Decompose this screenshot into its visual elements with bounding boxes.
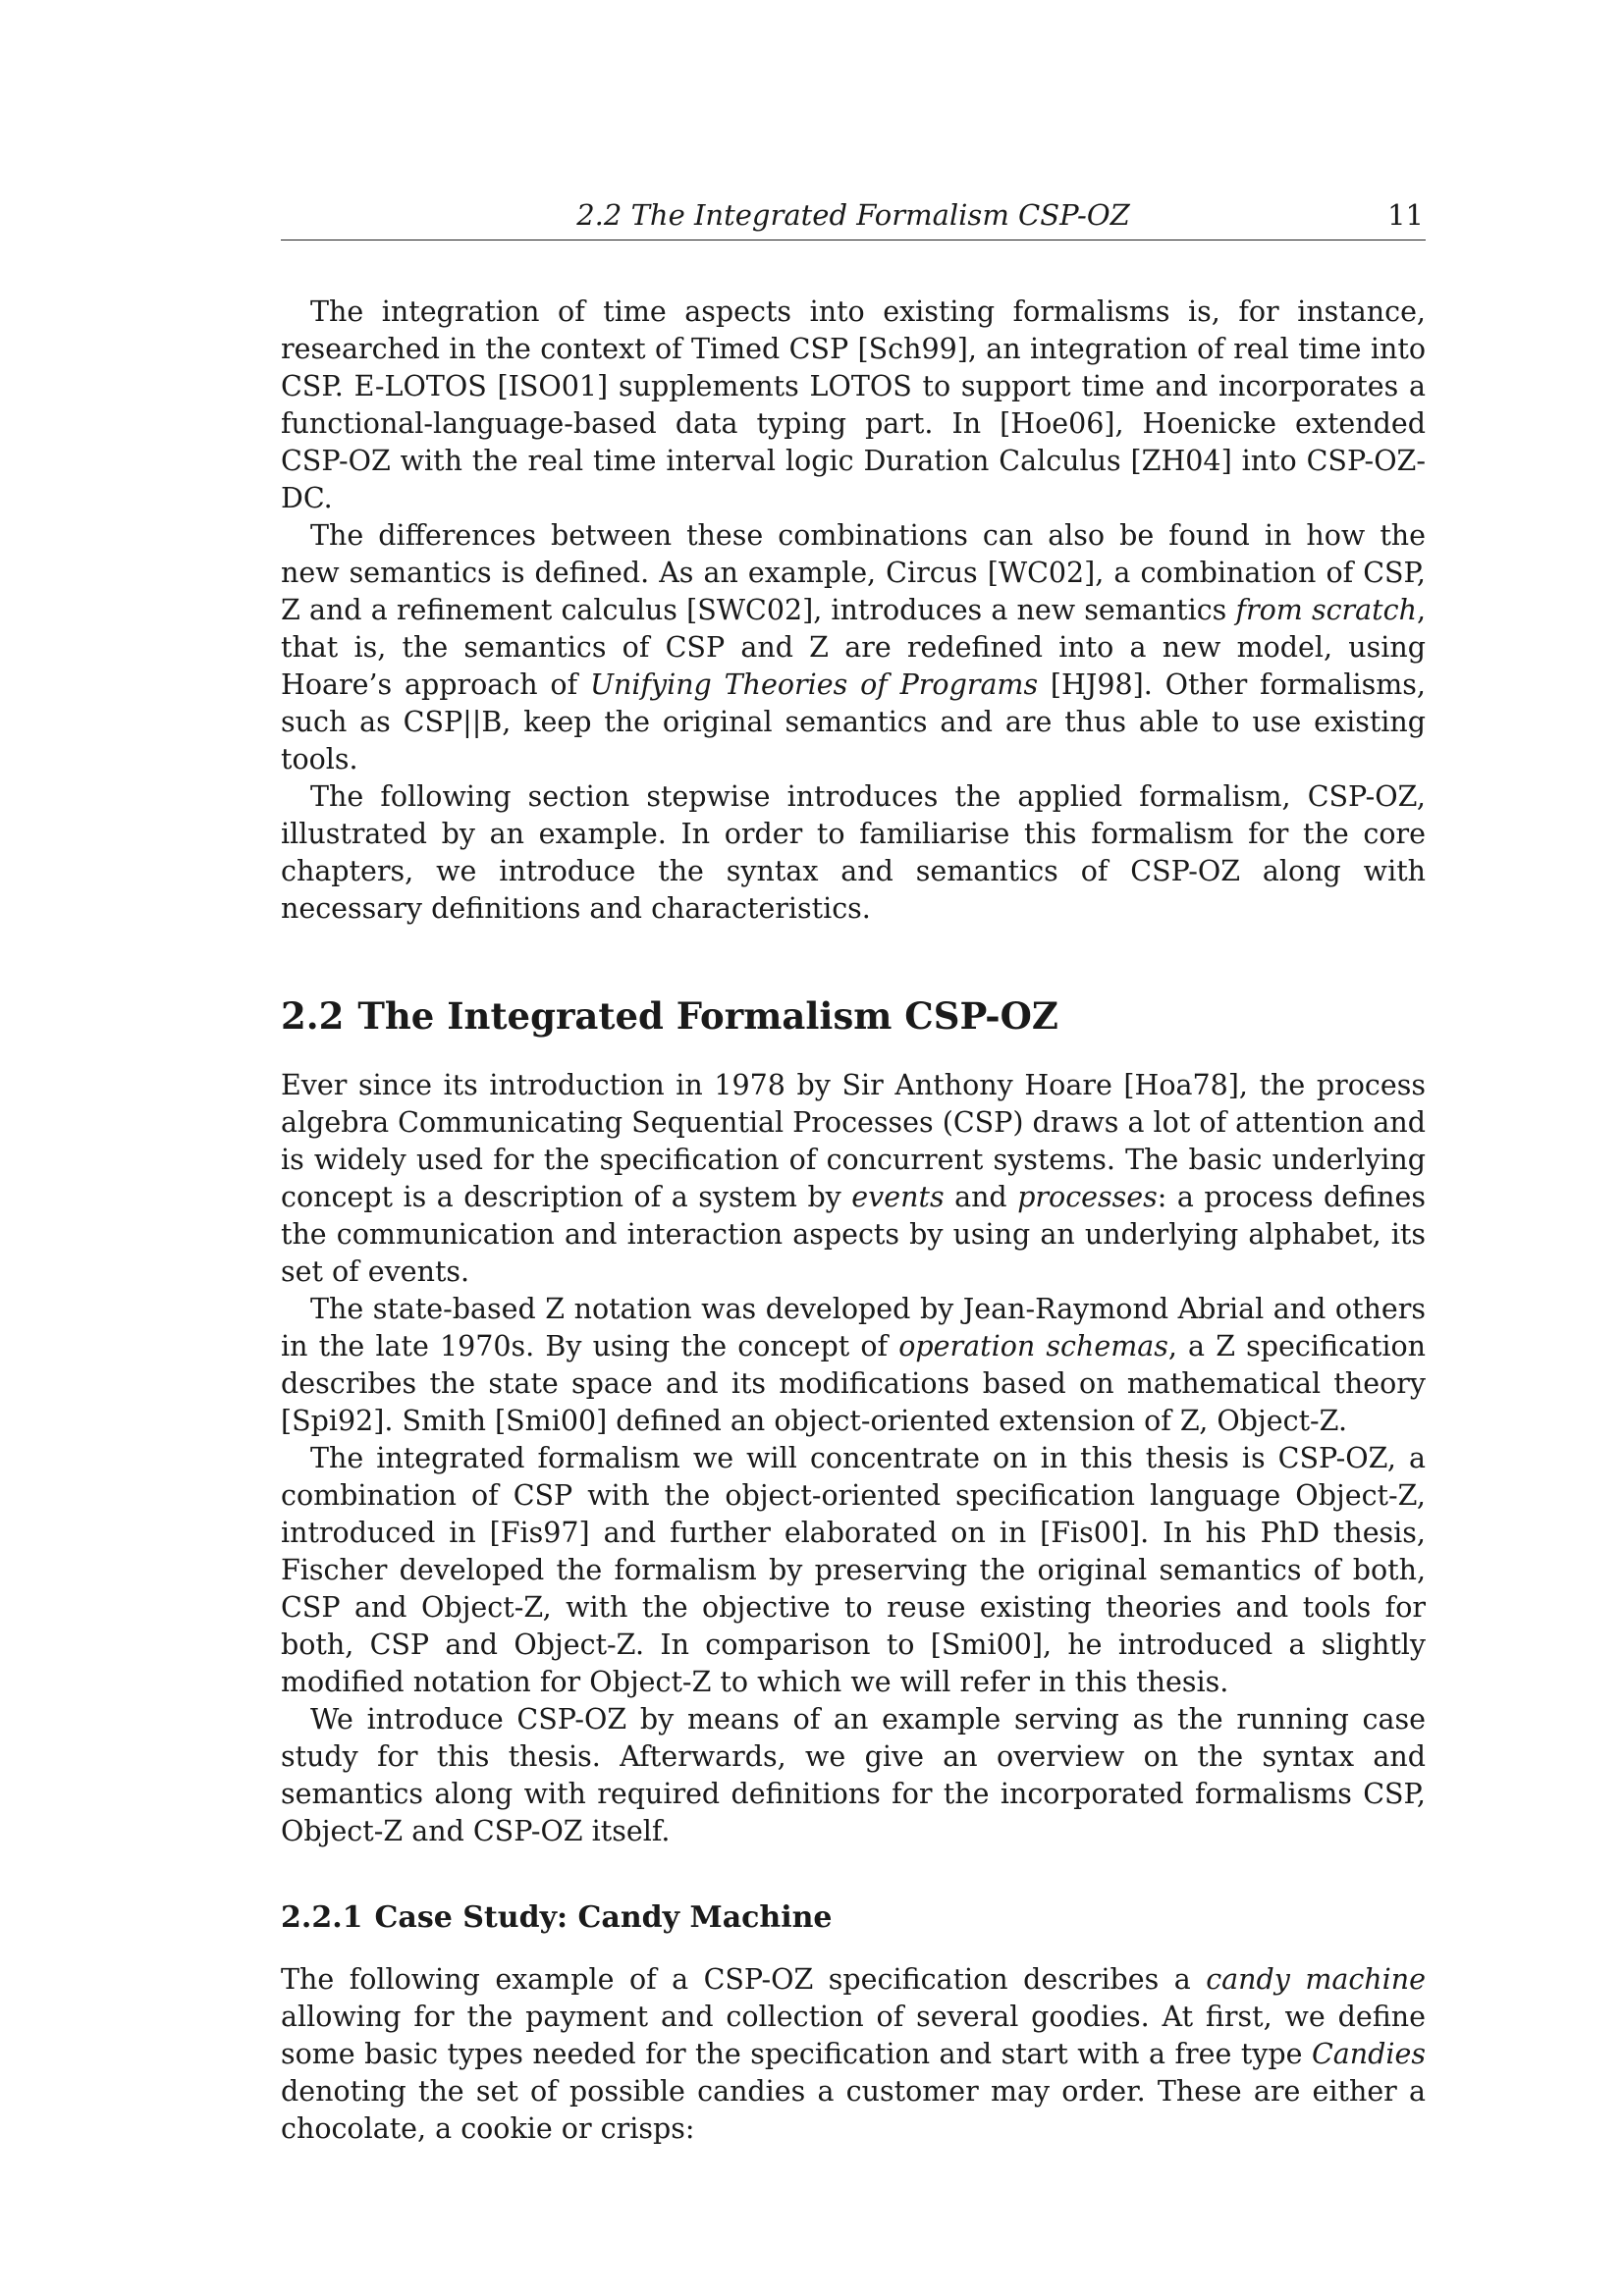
text-span: : a process defines the communication and interaction aspects by using an underlying alphabet, its set of events.: [281, 1181, 1426, 1288]
emphasis: Unifying Theories of Programs: [589, 668, 1039, 701]
emphasis: processes: [1017, 1181, 1158, 1213]
running-header: [281, 196, 1426, 240]
text-span: denoting the set of possible candies a customer may order. These are either a chocolate, a cookie or crisps:: [281, 2075, 1426, 2145]
intro-paragraph-1: The integration of time aspects into existing formalisms is, for instance, researched in the context of Timed CSP [Sch99], an integration of real time into CSP. E-LOTOS [ISO01] supplements LOTOS to support time and incorporates a functional-language-based data typing part. In [Hoe06], Hoenicke extended CSP-OZ with the real time interval logic Duration Calculus [ZH04] into CSP-OZ-DC.: [281, 295, 1426, 514]
section-paragraph-1: [281, 1067, 1426, 1291]
text-span: , a Z specification describes the state space and its modifications based on mathematical theory [Spi92]. Smith [Smi00] defined an object-oriented extension of Z, Object-Z.: [281, 1330, 1427, 1437]
text-span: [HJ98]. Other formalisms, such as CSP||B, keep the original semantics and are thus able to use existing tools.: [281, 668, 1426, 775]
text-span: The following example of a CSP-OZ specification describes a: [281, 1963, 1207, 1996]
section-number: 2.2: [281, 994, 345, 1038]
section-heading: [281, 994, 1426, 1038]
running-header-title: 2.2 The Integrated Formalism CSP-OZ: [576, 198, 1130, 232]
text-span: and: [944, 1181, 1018, 1213]
page: [281, 196, 1426, 2148]
section-paragraph-4: We introduce CSP-OZ by means of an example serving as the running case study for this thesis. Afterwards, we give an overview on the syntax and semantics along with required definitions for the incorporated formalisms CSP, Object-Z and CSP-OZ itself.: [281, 1703, 1426, 1847]
emphasis: from scratch: [1235, 594, 1417, 626]
text-span: The state-based Z notation was developed by Jean-Raymond Abrial and others in the late 1970s. By using the concept of: [281, 1293, 1426, 1362]
emphasis: candy machine: [1206, 1963, 1426, 1996]
subsection-number: 2.2.1: [281, 1900, 363, 1935]
text-span: allowing for the payment and collection of several goodies. At first, we define some basic types needed for the specification and start with a free type: [281, 2001, 1426, 2070]
section-paragraph-3: The integrated formalism we will concentrate on in this thesis is CSP-OZ, a combination of CSP with the object-oriented specification language Object-Z, introduced in [Fis97] and further elaborated on in [Fis00]. In his PhD thesis, Fischer developed the formalism by preserving the original semantics of both, CSP and Object-Z, with the objective to reuse existing theories and tools for both, CSP and Object-Z. In comparison to [Smi00], he introduced a slightly modified notation for Object-Z to which we will refer in this thesis.: [281, 1442, 1426, 1698]
subsection-heading: [281, 1899, 1426, 1937]
text-span: Ever since its introduction in 1978 by Sir Anthony Hoare [Hoa78], the process algebra Communicating Sequential Processes (CSP) draws a lot of attention and is widely used for the specification of concurrent systems. The basic underlying concept is a description of a system by: [281, 1069, 1426, 1213]
subsection-paragraph-1: [281, 1961, 1426, 2148]
section-paragraph-2: [281, 1291, 1426, 1440]
emphasis: events: [851, 1181, 945, 1213]
subsection-title: Case Study: Candy Machine: [374, 1900, 833, 1935]
text-span: The differences between these combinations can also be found in how the new semantics is defined. As an example, Circus [WC02], a combination of CSP, Z and a refinement calculus [SWC02], introduces a new semantics: [281, 519, 1426, 626]
text-span: , that is, the semantics of CSP and Z are redefined into a new model, using Hoare’s approach of: [281, 594, 1427, 701]
page-number: 11: [1387, 198, 1424, 232]
intro-paragraph-2: [281, 517, 1426, 778]
section-title: The Integrated Formalism CSP-OZ: [357, 994, 1058, 1038]
intro-paragraph-3: The following section stepwise introduces the applied formalism, CSP-OZ, illustrated by an example. In order to familiarise this formalism for the core chapters, we introduce the syntax and semantics of CSP-OZ along with necessary definitions and characteristics.: [281, 780, 1426, 925]
emphasis: Candies: [1311, 2038, 1426, 2070]
body-text: [281, 294, 1426, 2148]
emphasis: operation schemas: [898, 1330, 1168, 1362]
